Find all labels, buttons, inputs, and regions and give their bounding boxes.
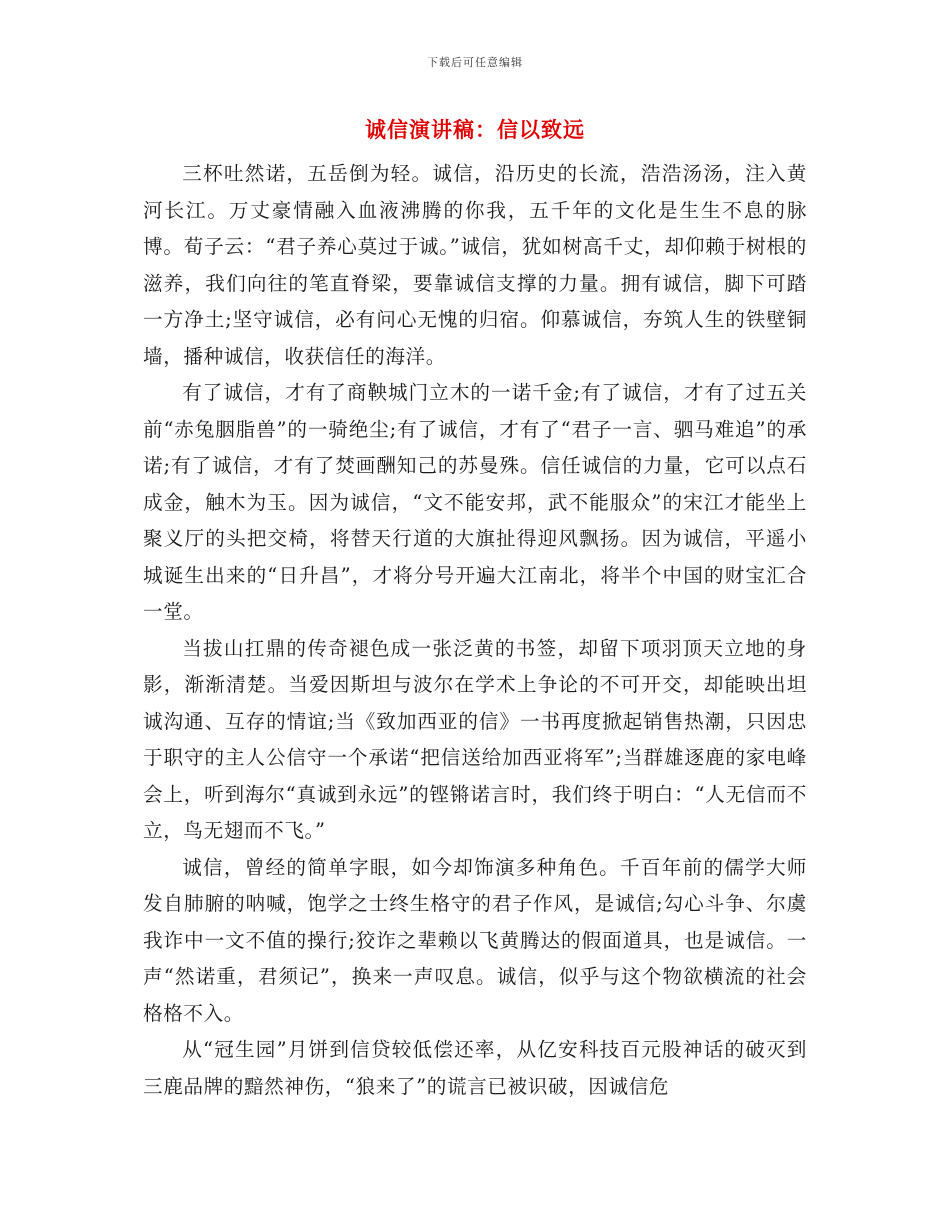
header-note: 下载后可任意编辑 (427, 56, 523, 69)
document-body (143, 156, 807, 1105)
paragraph-2: 有了诚信，才有了商鞅城门立木的一诺千金;有了诚信，才有了过五关前“赤兔胭脂兽”的一骑绝尘;有了诚信，才有了“君子一言、驷马难追”的承诺;有了诚信，才有了焚画酬知己的苏曼殊。信任诚信的力量，它可以点石成金，触木为玉。因为诚信，“文不能安邦，武不能服众”的宋江才能坐上聚义厅的头把交椅，将替天行道的大旗扯得迎风飘扬。因为诚信，平遥小城诞生出来的“日升昌”，才将分号开遍大江南北，将半个中国的财宝汇合一堂。 (143, 381, 807, 623)
paragraph-5: 从“冠生园”月饼到信贷较低偿还率，从亿安科技百元股神话的破灭到三鹿品牌的黯然神伤，“狼来了”的谎言已被识破，因诚信危 (143, 1038, 807, 1098)
paragraph-3: 当拔山扛鼎的传奇褪色成一张泛黄的书签，却留下项羽顶天立地的身影，渐渐清楚。当爱因斯坦与波尔在学术上争论的不可开交，却能映出坦诚沟通、互存的情谊;当《致加西亚的信》一书再度掀起销售热潮，只因忠于职守的主人公信守一个承诺“把信送给加西亚将军”;当群雄逐鹿的家电峰会上，听到海尔“真诚到永远”的铿锵诺言时，我们终于明白：“人无信而不立，鸟无翅而不飞。” (143, 636, 807, 842)
document-title: 诚信演讲稿：信以致远 (365, 117, 585, 142)
paragraph-1: 三杯吐然诺，五岳倒为轻。诚信，沿历史的长流，浩浩汤汤，注入黄河长江。万丈豪情融入血液沸腾的你我，五千年的文化是生生不息的脉博。荀子云：“君子养心莫过于诚。”诚信，犹如树高千丈，却仰赖于树根的滋养，我们向往的笔直脊梁，要靠诚信支撑的力量。拥有诚信，脚下可踏一方净土;坚守诚信，必有问心无愧的归宿。仰慕诚信，夯筑人生的铁壁铜墙，播种诚信，收获信任的海洋。 (143, 162, 807, 368)
paragraph-4: 诚信，曾经的简单字眼，如今却饰演多种角色。千百年前的儒学大师发自肺腑的呐喊，饱学之士终生格守的君子作风，是诚信;勾心斗争、尔虞我诈中一文不值的操行;狡诈之辈赖以飞黄腾达的假面道具，也是诚信。一声“然诺重，君须记”，换来一声叹息。诚信，似乎与这个物欲横流的社会格格不入。 (143, 855, 807, 1025)
